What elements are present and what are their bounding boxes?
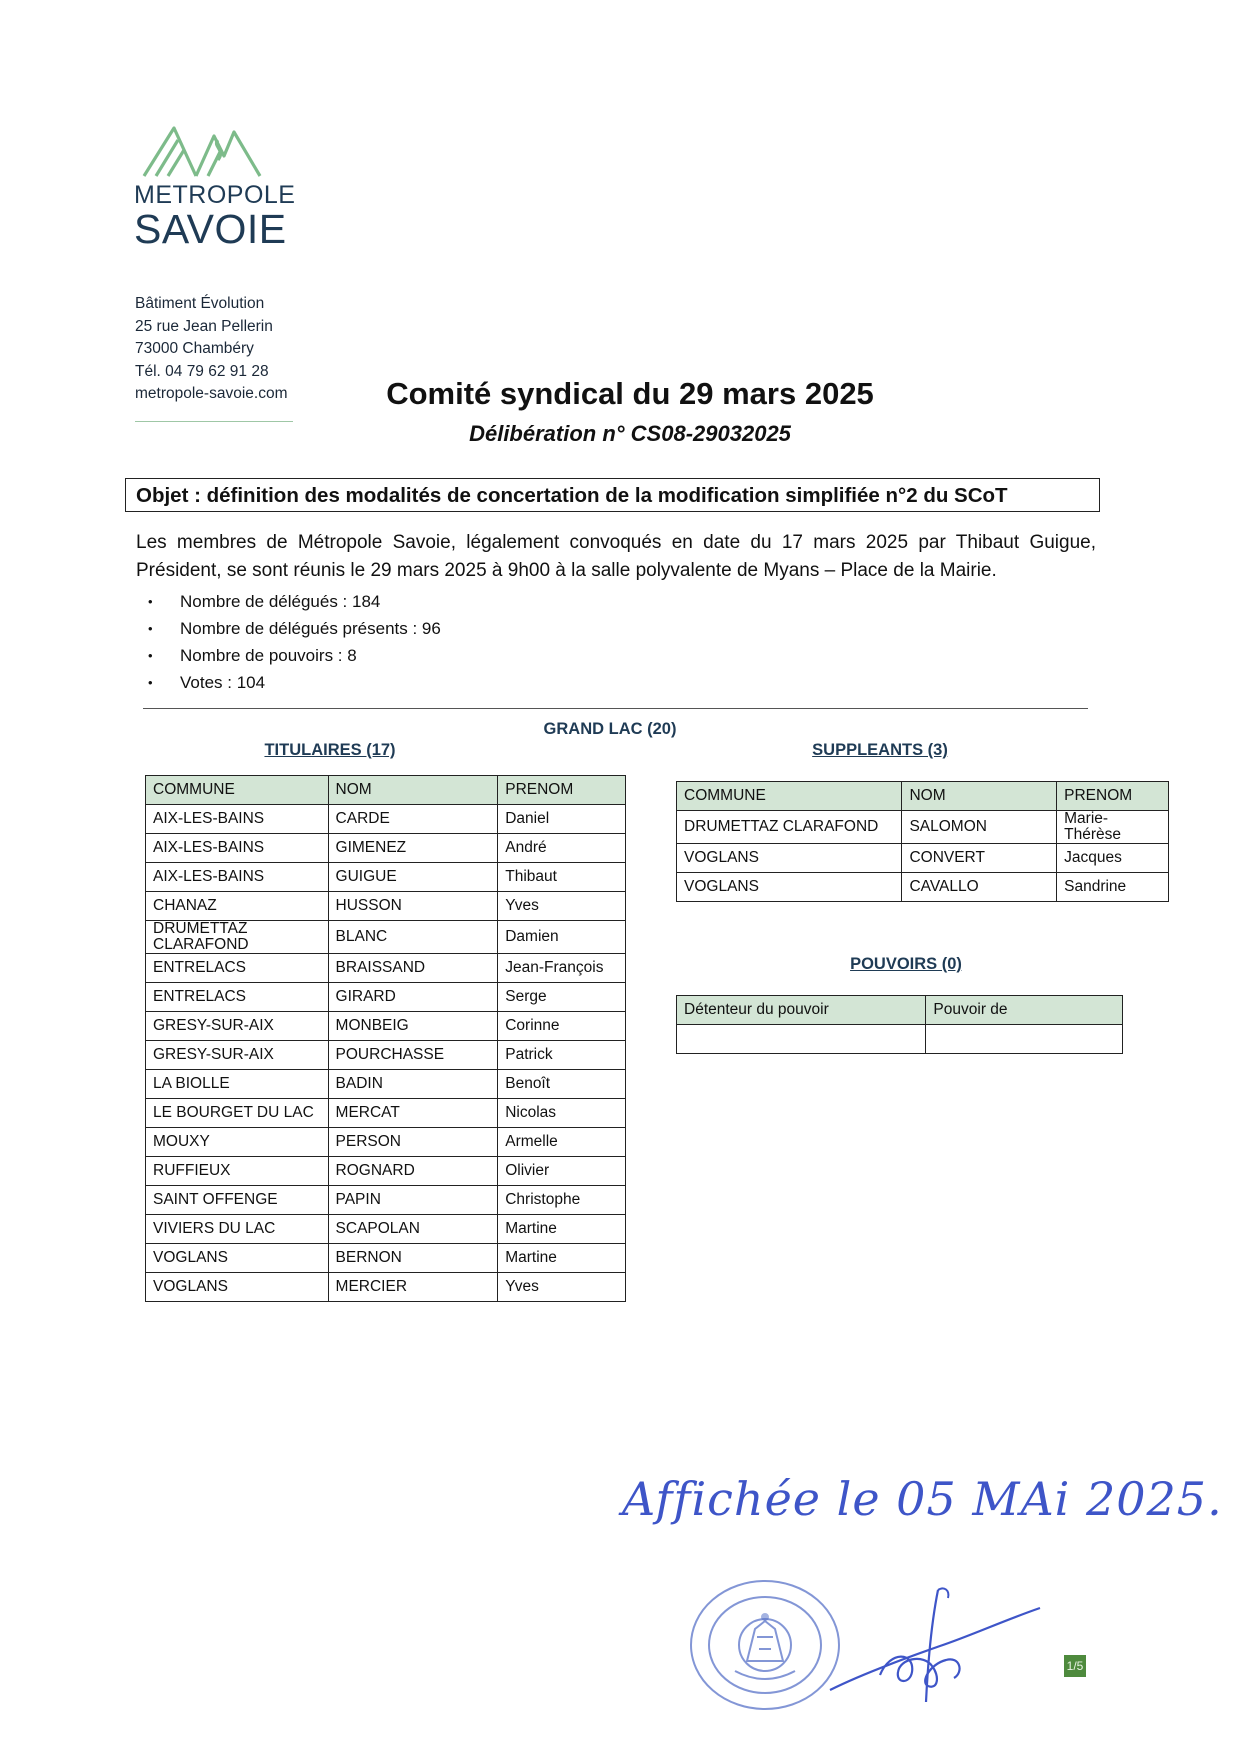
- table-row: [146, 1099, 626, 1128]
- suppleants-heading: SUPPLEANTS (3): [812, 741, 948, 759]
- table-cell: CARDE: [328, 805, 498, 834]
- table-cell: Yves: [498, 1273, 626, 1302]
- table-cell: LE BOURGET DU LAC: [146, 1099, 329, 1128]
- table-cell: PERSON: [328, 1128, 498, 1157]
- column-header: NOM: [902, 782, 1057, 811]
- address-phone: Tél. 04 79 62 91 28: [135, 362, 269, 380]
- table-cell: VIVIERS DU LAC: [146, 1215, 329, 1244]
- table-row: [677, 1025, 1123, 1054]
- pouvoirs-heading: POUVOIRS (0): [850, 955, 962, 973]
- table-row: [146, 1128, 626, 1157]
- signature: [820, 1580, 1050, 1715]
- table-cell: [926, 1025, 1123, 1054]
- table-cell: GUIGUE: [328, 863, 498, 892]
- table-cell: Thibaut: [498, 863, 626, 892]
- table-cell: RUFFIEUX: [146, 1157, 329, 1186]
- object-box: [125, 478, 1100, 512]
- table-cell: GIMENEZ: [328, 834, 498, 863]
- table-row: [146, 1273, 626, 1302]
- table-cell: VOGLANS: [146, 1273, 329, 1302]
- table-header-row: [677, 996, 1123, 1025]
- stat-presents: • Nombre de délégués présents : 96: [140, 615, 441, 642]
- table-row: [146, 1244, 626, 1273]
- table-cell: Jean-François: [498, 954, 626, 983]
- table-cell: VOGLANS: [677, 844, 902, 873]
- table-row: [146, 834, 626, 863]
- table-cell: MOUXY: [146, 1128, 329, 1157]
- logo-line-2: SAVOIE: [134, 206, 287, 252]
- table-cell: SALOMON: [902, 811, 1057, 844]
- table-cell: SCAPOLAN: [328, 1215, 498, 1244]
- column-header: PRENOM: [498, 776, 626, 805]
- table-cell: Patrick: [498, 1041, 626, 1070]
- table-cell: Martine: [498, 1215, 626, 1244]
- handwritten-posting-note: Affichée le 05 MAi 2025.: [622, 1472, 1223, 1526]
- table-cell: MERCIER: [328, 1273, 498, 1302]
- metropole-savoie-logo: [134, 120, 304, 250]
- table-row: [146, 1041, 626, 1070]
- table-row: [146, 1157, 626, 1186]
- table-cell: Daniel: [498, 805, 626, 834]
- table-cell: PAPIN: [328, 1186, 498, 1215]
- table-cell: SAINT OFFENGE: [146, 1186, 329, 1215]
- section-divider: [143, 708, 1088, 709]
- table-row: [146, 983, 626, 1012]
- table-cell: CAVALLO: [902, 873, 1057, 902]
- table-cell: CONVERT: [902, 844, 1057, 873]
- table-row: [146, 1070, 626, 1099]
- table-cell: Damien: [498, 921, 626, 954]
- table-cell: GRESY-SUR-AIX: [146, 1041, 329, 1070]
- table-cell: Christophe: [498, 1186, 626, 1215]
- titulaires-heading: TITULAIRES (17): [264, 741, 396, 759]
- table-cell: AIX-LES-BAINS: [146, 805, 329, 834]
- table-cell: BADIN: [328, 1070, 498, 1099]
- table-cell: VOGLANS: [677, 873, 902, 902]
- address-line: 73000 Chambéry: [135, 340, 254, 357]
- column-header: Pouvoir de: [926, 996, 1123, 1025]
- table-row: [146, 921, 626, 954]
- table-cell: Jacques: [1057, 844, 1169, 873]
- column-header: PRENOM: [1057, 782, 1169, 811]
- stat-delegues: • Nombre de délégués : 184: [140, 588, 441, 615]
- group-heading: GRAND LAC (20): [543, 720, 677, 738]
- address-block: [135, 293, 287, 406]
- table-cell: GIRARD: [328, 983, 498, 1012]
- table-cell: MONBEIG: [328, 1012, 498, 1041]
- table-cell: GRESY-SUR-AIX: [146, 1012, 329, 1041]
- page-title: Comité syndical du 29 mars 2025: [386, 376, 874, 411]
- stats-list: [140, 588, 441, 696]
- table-cell: VOGLANS: [146, 1244, 329, 1273]
- table-row: [146, 1012, 626, 1041]
- table-cell: CHANAZ: [146, 892, 329, 921]
- table-cell: BRAISSAND: [328, 954, 498, 983]
- table-row: [146, 1215, 626, 1244]
- table-row: [146, 892, 626, 921]
- table-header-row: [146, 776, 626, 805]
- address-line: Bâtiment Évolution: [135, 295, 265, 312]
- table-row: [146, 954, 626, 983]
- table-cell: Yves: [498, 892, 626, 921]
- table-cell: Sandrine: [1057, 873, 1169, 902]
- object-text: Objet : définition des modalités de concertation de la modification simplifiée n°2 du SCoT: [136, 484, 1008, 507]
- table-row: [146, 863, 626, 892]
- table-cell: Benoît: [498, 1070, 626, 1099]
- address-divider: [135, 421, 293, 422]
- table-cell: HUSSON: [328, 892, 498, 921]
- table-cell: DRUMETTAZ CLARAFOND: [146, 921, 329, 954]
- table-cell: Marie-Thérèse: [1057, 811, 1169, 844]
- table-cell: LA BIOLLE: [146, 1070, 329, 1099]
- column-header: Détenteur du pouvoir: [677, 996, 926, 1025]
- deliberation-number: Délibération n° CS08-29032025: [469, 421, 791, 446]
- table-cell: AIX-LES-BAINS: [146, 834, 329, 863]
- table-cell: Martine: [498, 1244, 626, 1273]
- table-cell: Armelle: [498, 1128, 626, 1157]
- table-cell: Nicolas: [498, 1099, 626, 1128]
- column-header: NOM: [328, 776, 498, 805]
- table-cell: Serge: [498, 983, 626, 1012]
- signature-scribble-icon: [820, 1580, 1050, 1710]
- page-number-badge: 1/5: [1064, 1655, 1086, 1677]
- table-row: [677, 811, 1169, 844]
- table-cell: Olivier: [498, 1157, 626, 1186]
- table-cell: [677, 1025, 926, 1054]
- stat-pouvoirs: • Nombre de pouvoirs : 8: [140, 642, 441, 669]
- table-cell: BLANC: [328, 921, 498, 954]
- suppleants-table: [676, 781, 1169, 902]
- table-header-row: [677, 782, 1169, 811]
- table-row: [677, 873, 1169, 902]
- column-header: COMMUNE: [677, 782, 902, 811]
- address-line: 25 rue Jean Pellerin: [135, 317, 273, 335]
- table-cell: DRUMETTAZ CLARAFOND: [677, 811, 902, 844]
- table-cell: André: [498, 834, 626, 863]
- table-cell: POURCHASSE: [328, 1041, 498, 1070]
- column-header: COMMUNE: [146, 776, 329, 805]
- mountain-logo-icon: [134, 120, 264, 180]
- stat-votes: • Votes : 104: [140, 669, 441, 696]
- table-cell: ENTRELACS: [146, 954, 329, 983]
- logo-line-1: METROPOLE: [134, 181, 296, 209]
- table-cell: ROGNARD: [328, 1157, 498, 1186]
- table-row: [146, 1186, 626, 1215]
- pouvoirs-table: [676, 995, 1123, 1054]
- table-row: [677, 844, 1169, 873]
- table-row: [146, 805, 626, 834]
- address-website: metropole-savoie.com: [135, 385, 288, 402]
- titulaires-table: [145, 775, 626, 1302]
- table-cell: Corinne: [498, 1012, 626, 1041]
- intro-paragraph: Les membres de Métropole Savoie, légalement convoqués en date du 17 mars 2025 par Thibaut Guigue, Président, se sont réunis le 29 mars 2025 à 9h00 à la salle polyvalente de Myans – Place de la Mairie.: [136, 532, 1096, 581]
- table-cell: ENTRELACS: [146, 983, 329, 1012]
- table-cell: MERCAT: [328, 1099, 498, 1128]
- table-cell: AIX-LES-BAINS: [146, 863, 329, 892]
- table-cell: BERNON: [328, 1244, 498, 1273]
